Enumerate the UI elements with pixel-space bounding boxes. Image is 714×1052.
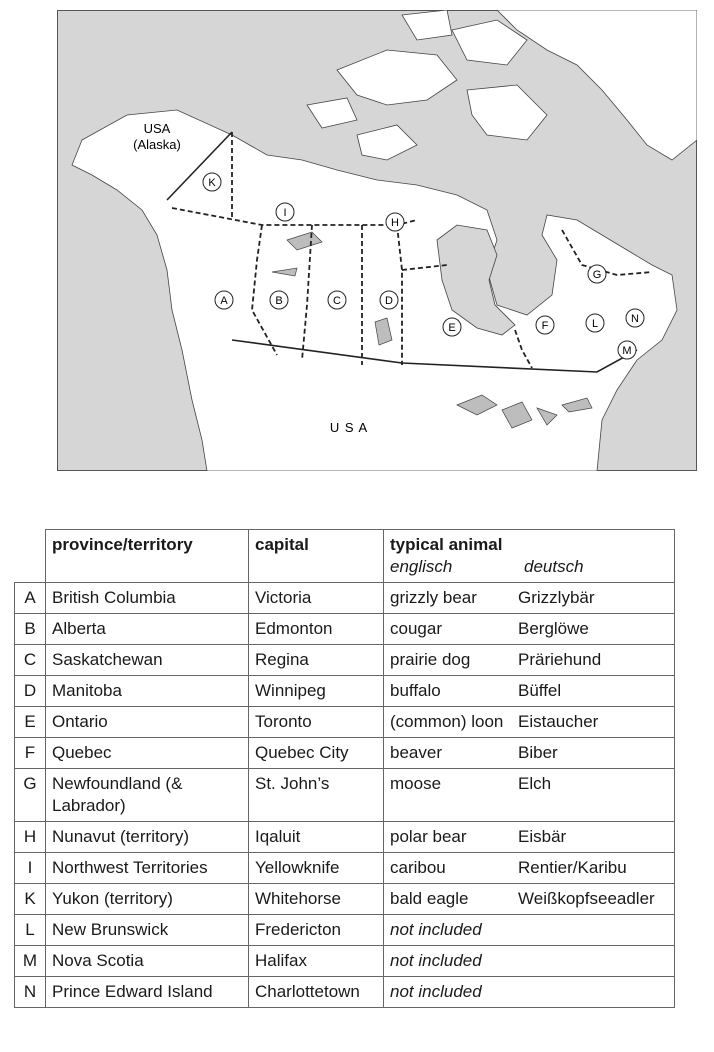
marker-a-label: A bbox=[220, 295, 228, 307]
marker-k-label: K bbox=[208, 177, 216, 189]
header-province: province/territory bbox=[46, 530, 249, 583]
row-key: F bbox=[15, 738, 46, 769]
header-english: englisch bbox=[390, 557, 453, 576]
row-key: A bbox=[15, 583, 46, 614]
row-province: Nunavut (territory) bbox=[46, 822, 249, 853]
row-animal-german: Eistaucher bbox=[518, 707, 675, 738]
row-province: Nova Scotia bbox=[46, 946, 249, 977]
usa-alaska-label-line2: (Alaska) bbox=[133, 137, 181, 152]
table-row bbox=[15, 884, 675, 915]
row-key: M bbox=[15, 946, 46, 977]
table-row bbox=[15, 946, 675, 977]
row-animal-english: beaver bbox=[384, 738, 519, 769]
marker-n-label: N bbox=[631, 313, 639, 325]
row-key: N bbox=[15, 977, 46, 1008]
row-animal-german: Rentier/Karibu bbox=[518, 853, 675, 884]
row-key: E bbox=[15, 707, 46, 738]
usa-alaska-label-line1: USA bbox=[143, 121, 171, 136]
row-animal-english: not included bbox=[384, 977, 519, 1008]
row-key: D bbox=[15, 676, 46, 707]
row-province: Northwest Territories bbox=[46, 853, 249, 884]
marker-c-label: C bbox=[333, 295, 341, 307]
table-row bbox=[15, 738, 675, 769]
row-capital: Iqaluit bbox=[249, 822, 384, 853]
row-animal-german: Biber bbox=[518, 738, 675, 769]
row-animal-english: moose bbox=[384, 769, 519, 822]
table-row bbox=[15, 915, 675, 946]
row-animal-german: Berglöwe bbox=[518, 614, 675, 645]
row-animal-english: prairie dog bbox=[384, 645, 519, 676]
table-row bbox=[15, 853, 675, 884]
row-capital: Whitehorse bbox=[249, 884, 384, 915]
header-capital: capital bbox=[249, 530, 384, 583]
row-key: C bbox=[15, 645, 46, 676]
marker-m-label: M bbox=[622, 345, 632, 357]
table-row bbox=[15, 614, 675, 645]
table-body bbox=[15, 583, 675, 1008]
row-animal-english: polar bear bbox=[384, 822, 519, 853]
row-key: L bbox=[15, 915, 46, 946]
row-animal-german: Eisbär bbox=[518, 822, 675, 853]
row-animal-german: Büffel bbox=[518, 676, 675, 707]
row-key: G bbox=[15, 769, 46, 822]
row-province: Saskatchewan bbox=[46, 645, 249, 676]
table-row bbox=[15, 977, 675, 1008]
row-animal-english: buffalo bbox=[384, 676, 519, 707]
table-row bbox=[15, 583, 675, 614]
row-animal-english: not included bbox=[384, 915, 519, 946]
table-row bbox=[15, 676, 675, 707]
row-province: Prince Edward Island bbox=[46, 977, 249, 1008]
row-animal-german bbox=[518, 977, 675, 1008]
row-animal-german: Elch bbox=[518, 769, 675, 822]
row-province: Manitoba bbox=[46, 676, 249, 707]
row-key: I bbox=[15, 853, 46, 884]
marker-h-label: H bbox=[391, 217, 399, 229]
marker-i-label: I bbox=[283, 207, 287, 219]
header-german: deutsch bbox=[524, 557, 584, 576]
row-animal-english: cougar bbox=[384, 614, 519, 645]
row-animal-german: Weißkopfseeadler bbox=[518, 884, 675, 915]
row-animal-english: not included bbox=[384, 946, 519, 977]
row-animal-english: bald eagle bbox=[384, 884, 519, 915]
row-capital: Toronto bbox=[249, 707, 384, 738]
row-capital: Yellowknife bbox=[249, 853, 384, 884]
row-province: Quebec bbox=[46, 738, 249, 769]
table-row bbox=[15, 707, 675, 738]
row-capital: Halifax bbox=[249, 946, 384, 977]
marker-e-label: E bbox=[448, 322, 456, 334]
header-animal-subheads bbox=[390, 556, 668, 578]
row-capital: Victoria bbox=[249, 583, 384, 614]
row-province: New Brunswick bbox=[46, 915, 249, 946]
marker-l-label: L bbox=[591, 318, 599, 330]
row-animal-english: (common) loon bbox=[384, 707, 519, 738]
row-animal-english: grizzly bear bbox=[384, 583, 519, 614]
table-row bbox=[15, 645, 675, 676]
row-province: Yukon (territory) bbox=[46, 884, 249, 915]
row-province: British Columbia bbox=[46, 583, 249, 614]
row-animal-german: Grizzlybär bbox=[518, 583, 675, 614]
row-province: Newfoundland (& Labrador) bbox=[46, 769, 249, 822]
row-capital: Regina bbox=[249, 645, 384, 676]
row-province: Ontario bbox=[46, 707, 249, 738]
marker-g-label: G bbox=[592, 269, 602, 281]
usa-label: U S A bbox=[329, 420, 369, 435]
row-animal-german bbox=[518, 915, 675, 946]
canada-map bbox=[57, 10, 697, 471]
row-capital: Winnipeg bbox=[249, 676, 384, 707]
marker-b-label: B bbox=[275, 295, 283, 307]
row-capital: St. John’s bbox=[249, 769, 384, 822]
marker-f-label: F bbox=[541, 320, 549, 332]
table-header-row bbox=[15, 530, 675, 583]
row-province: Alberta bbox=[46, 614, 249, 645]
row-animal-english: caribou bbox=[384, 853, 519, 884]
row-key: K bbox=[15, 884, 46, 915]
row-animal-german bbox=[518, 946, 675, 977]
row-capital: Quebec City bbox=[249, 738, 384, 769]
row-animal-german: Präriehund bbox=[518, 645, 675, 676]
table-row bbox=[15, 769, 675, 822]
table-row bbox=[15, 822, 675, 853]
row-capital: Edmonton bbox=[249, 614, 384, 645]
row-capital: Fredericton bbox=[249, 915, 384, 946]
header-key-cell bbox=[15, 530, 46, 583]
header-animal-label: typical animal bbox=[390, 535, 503, 554]
header-animal bbox=[384, 530, 675, 583]
marker-d-label: D bbox=[385, 295, 393, 307]
provinces-table bbox=[14, 529, 675, 1008]
row-key: B bbox=[15, 614, 46, 645]
row-key: H bbox=[15, 822, 46, 853]
row-capital: Charlottetown bbox=[249, 977, 384, 1008]
